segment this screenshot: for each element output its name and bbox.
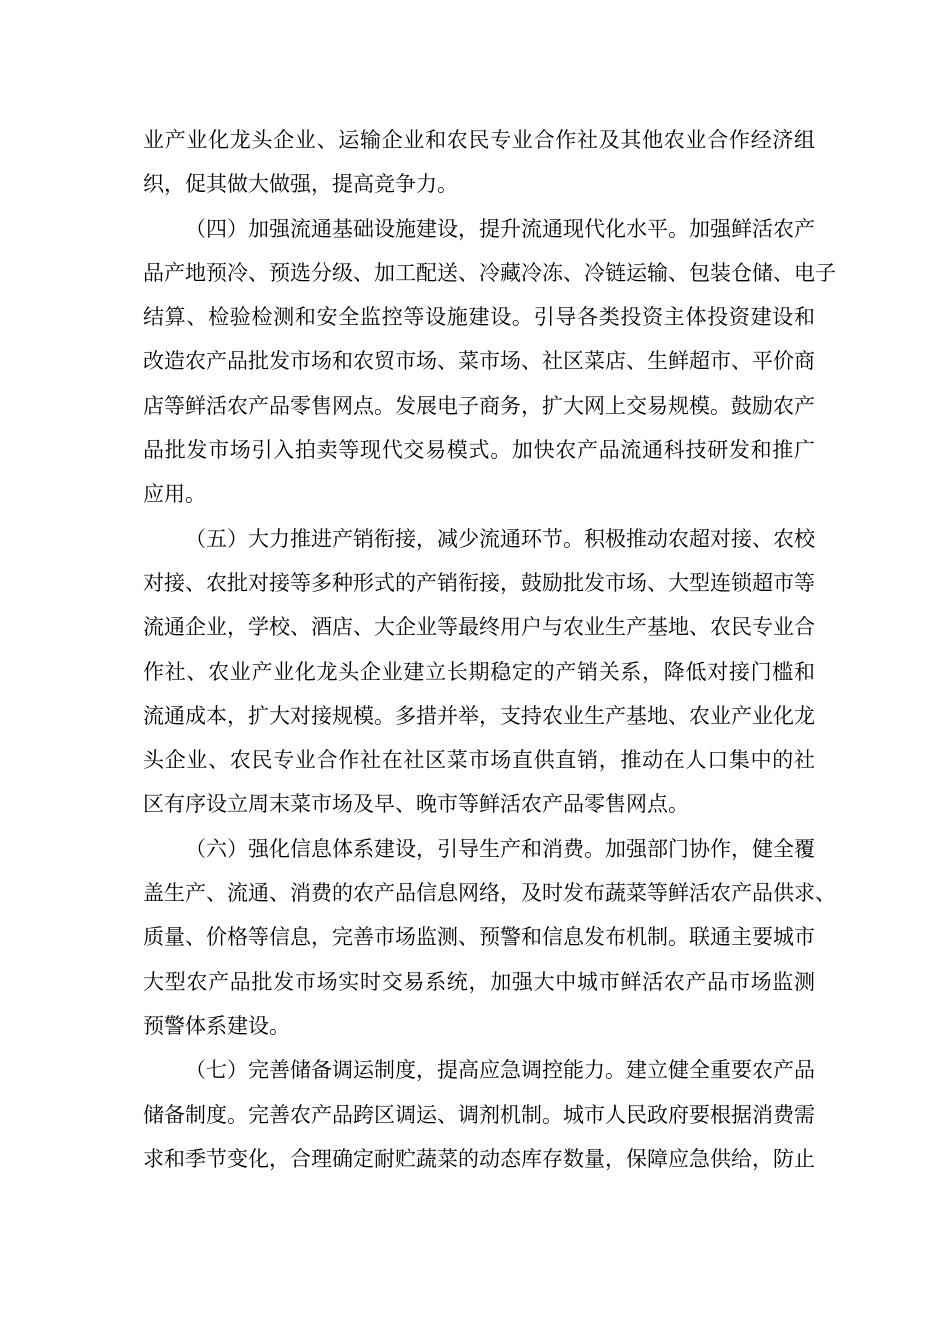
paragraph xyxy=(143,1048,815,1181)
paragraph xyxy=(143,118,815,207)
paragraph-line: 店等鲜活农产品零售网点。发展电子商务，扩大网上交易规模。鼓励农产 xyxy=(143,393,815,418)
paragraph-line: （五）大力推进产销衔接，减少流通环节。积极推动农超对接、农校 xyxy=(185,526,815,551)
paragraph-line: 应用。 xyxy=(143,482,206,507)
paragraph-line: 大型农产品批发市场实时交易系统，加强大中城市鲜活农产品市场监测 xyxy=(143,969,815,994)
paragraph-line: 盖生产、流通、消费的农产品信息网络，及时发布蔬菜等鲜活农产品供求、 xyxy=(143,881,836,906)
paragraph-line: 求和季节变化，合理确定耐贮蔬菜的动态库存数量，保障应急供给，防止 xyxy=(143,1146,815,1171)
paragraph-line: 结算、检验检测和安全监控等设施建设。引导各类投资主体投资建设和 xyxy=(143,305,815,330)
paragraph-line: 品产地预冷、预选分级、加工配送、冷藏冷冻、冷链运输、包装仓储、电子 xyxy=(143,260,836,285)
paragraph-line: 流通成本，扩大对接规模。多措并举，支持农业生产基地、农业产业化龙 xyxy=(143,703,815,728)
paragraph xyxy=(143,827,836,1048)
paragraph-line: （六）强化信息体系建设，引导生产和消费。加强部门协作，健全覆 xyxy=(185,836,815,861)
paragraph-line: 改造农产品批发市场和农贸市场、菜市场、社区菜店、生鲜超市、平价商 xyxy=(143,349,815,374)
paragraph-line: 储备制度。完善农产品跨区调运、调剂机制。城市人民政府要根据消费需 xyxy=(143,1102,815,1127)
paragraph-line: 织，促其做大做强，提高竞争力。 xyxy=(143,172,458,197)
paragraph-line: 区有序设立周末菜市场及早、晚市等鲜活农产品零售网点。 xyxy=(143,792,689,817)
paragraph-line: 品批发市场引入拍卖等现代交易模式。加快农产品流通科技研发和推广 xyxy=(143,438,815,463)
paragraph-line: 头企业、农民专业合作社在社区菜市场直供直销，推动在人口集中的社 xyxy=(143,748,815,773)
paragraph-line: 质量、价格等信息，完善市场监测、预警和信息发布机制。联通主要城市 xyxy=(143,925,815,950)
paragraph-line: 业产业化龙头企业、运输企业和农民专业合作社及其他农业合作经济组 xyxy=(143,128,815,152)
paragraph-line: 作社、农业产业化龙头企业建立长期稳定的产销关系，降低对接门槛和 xyxy=(143,659,815,684)
paragraph-line: 对接、农批对接等多种形式的产销衔接，鼓励批发市场、大型连锁超市等 xyxy=(143,570,815,595)
paragraph-line: 流通企业，学校、酒店、大企业等最终用户与农业生产基地、农民专业合 xyxy=(143,615,815,640)
paragraph-line: （七）完善储备调运制度，提高应急调控能力。建立健全重要农产品 xyxy=(185,1058,815,1083)
paragraph-line: 预警体系建设。 xyxy=(143,1013,290,1038)
paragraph-line: （四）加强流通基础设施建设，提升流通现代化水平。加强鲜活农产 xyxy=(185,216,815,241)
paragraph xyxy=(143,207,836,517)
document-body xyxy=(143,118,836,1181)
paragraph xyxy=(143,517,815,827)
